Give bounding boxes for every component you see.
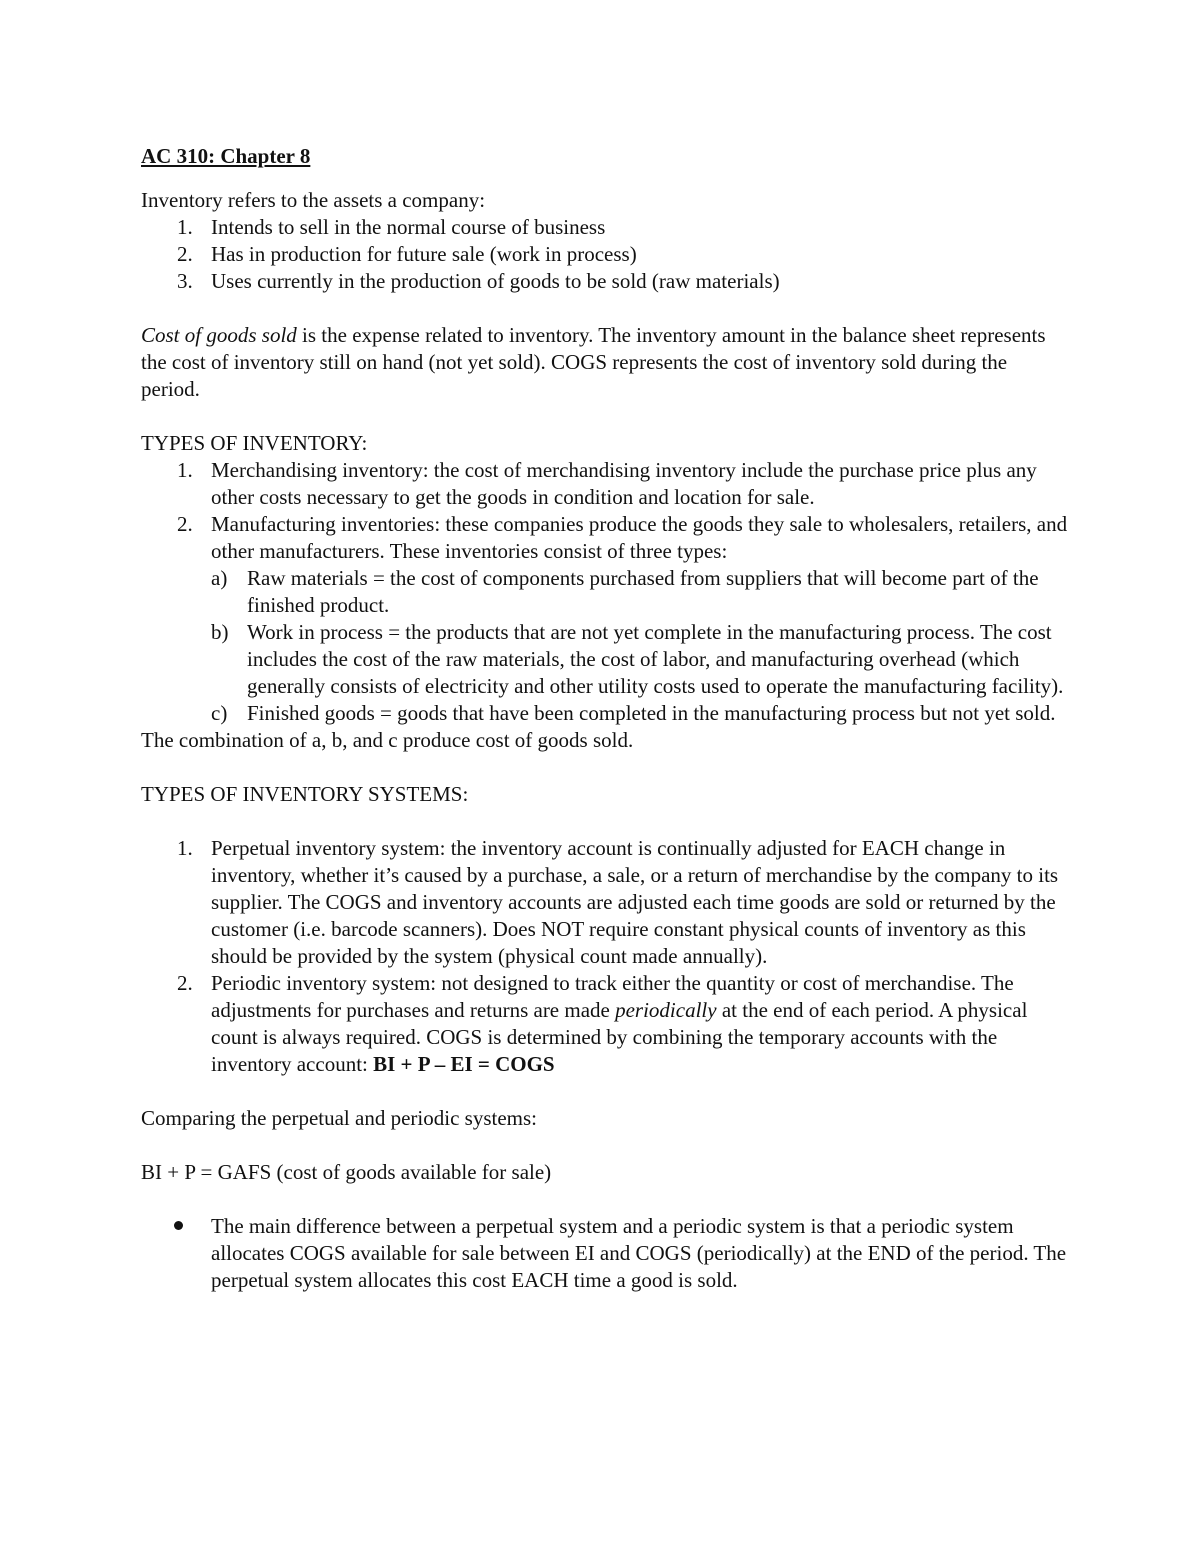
list-item: [141, 214, 1071, 241]
list-marker: 1.: [177, 215, 193, 239]
list-marker: 2.: [177, 512, 193, 536]
list-marker: 2.: [177, 971, 193, 995]
types-list: [141, 457, 1071, 565]
intro-text: Inventory refers to the assets a company:: [141, 188, 486, 212]
document-body: [141, 143, 1071, 1294]
document-title: AC 310: Chapter 8: [141, 144, 311, 168]
list-marker: 3.: [177, 269, 193, 293]
list-item-text: Periodic inventory system: not designed to track either the quantity or cost of merchandise. The adjustments for purchases and returns are made: [211, 971, 1014, 1022]
list-item-text: Merchandising inventory: the cost of merchandising inventory include the purchase price plus any other costs necessary to get the goods in condition and location for sale.: [211, 458, 1037, 509]
systems-list: [141, 835, 1071, 1078]
systems-heading: TYPES OF INVENTORY SYSTEMS:: [141, 782, 469, 806]
list-item: [141, 268, 1071, 295]
list-item: [141, 835, 1071, 970]
intro-list: [141, 214, 1071, 295]
cogs-term: Cost of goods sold: [141, 323, 297, 347]
comparing-text: Comparing the perpetual and periodic systems:: [141, 1106, 537, 1130]
sub-list-item: [141, 619, 1071, 700]
sub-list-item-text: Work in process = the products that are not yet complete in the manufacturing process. The cost includes the cost of the raw materials, the cost of labor, and manufacturing overhead (which generally consists of electricity and other utility costs used to operate the manufacturing facility).: [247, 620, 1064, 698]
list-marker: 1.: [177, 458, 193, 482]
cogs-text: is the expense related to inventory. The inventory amount in the balance sheet represents the cost of inventory still on hand (not yet sold). COGS represents the cost of inventory sold during the period.: [141, 323, 1046, 401]
list-item-text: at the end of each period. A physical count is always required. COGS is determined by combining the temporary accounts with the inventory account:: [211, 998, 1028, 1076]
sub-list-item: [141, 565, 1071, 619]
emphasis-periodically: periodically: [615, 998, 717, 1022]
sub-list-item-text: Raw materials = the cost of components purchased from suppliers that will become part of the finished product.: [247, 566, 1039, 617]
list-item-text: Perpetual inventory system: the inventory account is continually adjusted for EACH change in inventory, whether it’s caused by a purchase, a sale, or a return of merchandise by the company to its supplier. The COGS and inventory accounts are adjusted each time goods are sold or returned by the customer (i.e. barcode scanners). Does NOT require constant physical counts of inventory as this should be provided by the system (physical count made annually).: [211, 836, 1059, 968]
gafs-formula: BI + P = GAFS (cost of goods available for sale): [141, 1160, 552, 1184]
sub-list-marker: c): [211, 701, 228, 725]
list-item: [141, 241, 1071, 268]
list-item: [141, 970, 1071, 1078]
list-marker: 1.: [177, 836, 193, 860]
bullet-icon: [174, 1221, 183, 1230]
bullet-list: [141, 1213, 1071, 1294]
types-summary: The combination of a, b, and c produce cost of goods sold.: [141, 728, 634, 752]
list-marker: 2.: [177, 242, 193, 266]
list-item-text: Has in production for future sale (work in process): [211, 242, 637, 266]
list-item: [141, 457, 1071, 511]
types-heading: TYPES OF INVENTORY:: [141, 431, 368, 455]
cogs-paragraph: [141, 322, 1071, 403]
sub-list-item-text: Finished goods = goods that have been completed in the manufacturing process but not yet sold.: [247, 701, 1056, 725]
list-item-text: Manufacturing inventories: these companies produce the goods they sale to wholesalers, retailers, and other manufacturers. These inventories consist of three types:: [211, 512, 1068, 563]
bullet-item-text: The main difference between a perpetual system and a periodic system is that a periodic system allocates COGS available for sale between EI and COGS (periodically) at the END of the period. The perpetual system allocates this cost EACH time a good is sold.: [211, 1214, 1067, 1292]
sub-list-marker: b): [211, 620, 229, 644]
cogs-formula: BI + P – EI = COGS: [373, 1052, 555, 1076]
sub-list-item: [141, 700, 1071, 727]
sub-list-marker: a): [211, 566, 228, 590]
list-item-text: Intends to sell in the normal course of business: [211, 215, 606, 239]
manufacturing-sublist: [141, 565, 1071, 727]
list-item: [141, 511, 1071, 565]
list-item-text: Uses currently in the production of goods to be sold (raw materials): [211, 269, 780, 293]
bullet-item: [141, 1213, 1071, 1294]
